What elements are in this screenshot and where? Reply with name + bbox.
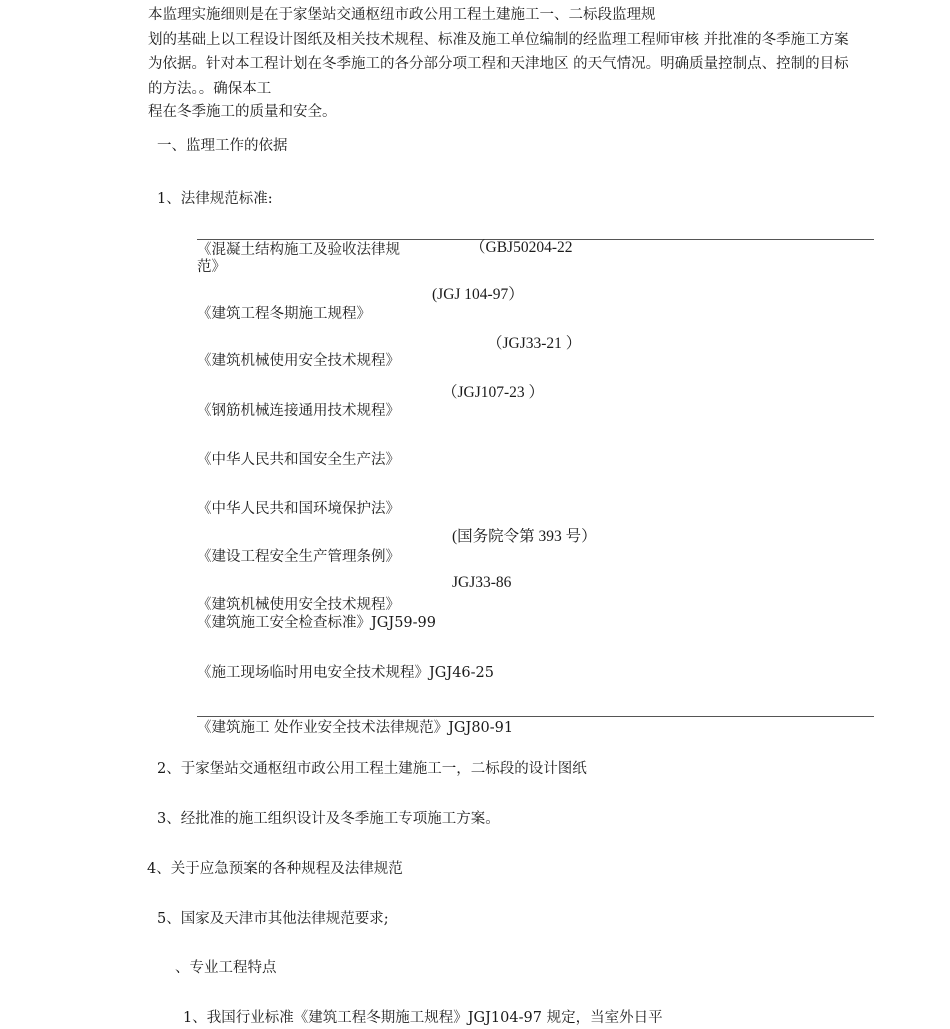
standard-name: 《建筑施工 处作业安全技术法律规范》JGJ80-91 [197, 720, 514, 736]
standard-code: (JGJ 104-97） [432, 286, 524, 303]
table-bottom-rule [197, 716, 874, 717]
standard-name: 《施工现场临时用电安全技术规程》JGJ46-25 [197, 665, 495, 681]
section-heading: 、专业工程特点 [175, 960, 277, 976]
standard-name: 《建设工程安全生产管理条例》 [197, 549, 400, 565]
intro-line: 为依据。针对本工程计划在冬季施工的各分部分项工程和天津地区 的天气情况。明确质量控制点、控制的目标 [148, 56, 849, 72]
standard-code: （JGJ33-21 ） [487, 335, 582, 352]
intro-line: 本监理实施细则是在于家堡站交通枢纽市政公用工程土建施工一、二标段监理规 [148, 7, 656, 23]
standard-name: 《建筑机械使用安全技术规程》 [197, 597, 400, 613]
intro-line: 划的基础上以工程设计图纸及相关技术规程、标准及施工单位编制的经监理工程师审核 并批准的冬季施工方案 [148, 32, 849, 48]
standard-name: 《钢筋机械连接通用技术规程》 [197, 403, 400, 419]
section-heading: 一、监理工作的依据 [157, 138, 288, 154]
standard-code: （GBJ50204-22 [470, 239, 573, 256]
list-item: 4、关于应急预案的各种规程及法律规范 [147, 861, 403, 877]
standard-code: JGJ33-86 [452, 574, 512, 591]
standard-name: 范》 [197, 259, 226, 275]
list-item: 1、法律规范标准: [157, 191, 273, 207]
list-item: 1、我国行业标准《建筑工程冬期施工规程》JGJ104-97 规定，当室外日平 [183, 1010, 663, 1026]
list-item: 2、于家堡站交通枢纽市政公用工程土建施工一，二标段的设计图纸 [157, 761, 587, 777]
standard-name: 《混凝土结构施工及验收法律规 [197, 242, 400, 258]
standard-name: 《建筑工程冬期施工规程》 [197, 306, 371, 322]
list-item: 5、国家及天津市其他法律规范要求; [157, 911, 389, 927]
standard-name: 《中华人民共和国环境保护法》 [197, 501, 400, 517]
intro-line: 程在冬季施工的质量和安全。 [148, 104, 337, 120]
standard-name: 《中华人民共和国安全生产法》 [197, 452, 400, 468]
list-item: 3、经批准的施工组织设计及冬季施工专项施工方案。 [157, 811, 500, 827]
standard-name: 《建筑机械使用安全技术规程》 [197, 353, 400, 369]
intro-line: 的方法。。确保本工 [148, 81, 272, 97]
standard-name: 《建筑施工安全检查标准》JGJ59-99 [197, 615, 437, 631]
standard-code: (国务院令第 393 号） [452, 528, 597, 545]
standard-code: （JGJ107-23 ） [442, 384, 545, 401]
